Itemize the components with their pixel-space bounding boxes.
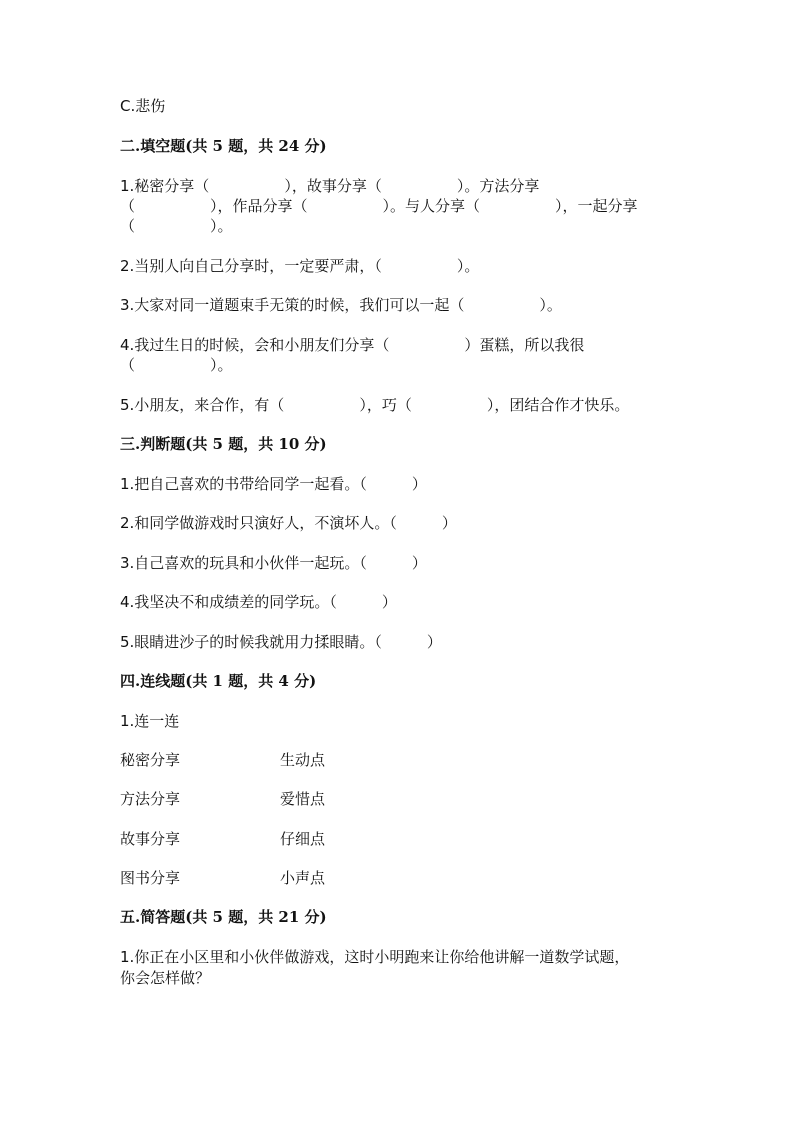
match-left-item: 秘密分享	[120, 751, 181, 769]
short-answer-question-1-line-2: 你会怎样做？	[120, 969, 211, 987]
fill-question-4-line-1: 4.我过生日的时候，会和小朋友们分享（ ）蛋糕，所以我很	[120, 336, 585, 354]
short-answer-question-1-line-1: 1.你正在小区里和小伙伴做游戏，这时小明跑来让你给他讲解一道数学试题，	[120, 948, 630, 966]
match-right-item: 爱惜点	[280, 790, 326, 808]
section-3-heading: 三.判断题(共 5 题，共 10 分)	[120, 435, 327, 453]
match-right-item: 小声点	[280, 869, 326, 887]
fill-question-4-line-2: （ ）。	[120, 356, 233, 374]
match-left-item: 故事分享	[120, 830, 181, 848]
fill-question-1-line-1: 1.秘密分享（ ），故事分享（ ）。方法分享	[120, 177, 540, 195]
judge-question-5: 5.眼睛进沙子的时候我就用力揉眼睛。（ ）	[120, 633, 442, 651]
match-question-1: 1.连一连	[120, 712, 180, 730]
match-left-item: 方法分享	[120, 790, 181, 808]
match-left-item: 图书分享	[120, 869, 181, 887]
section-4-heading: 四.连线题(共 1 题，共 4 分)	[120, 672, 317, 690]
match-right-item: 仔细点	[280, 830, 326, 848]
section-5-heading: 五.简答题(共 5 题，共 21 分)	[120, 908, 327, 926]
option-c: C.悲伤	[120, 97, 166, 115]
fill-question-5: 5.小朋友，来合作，有（ ），巧（ ），团结合作才快乐。	[120, 396, 630, 414]
judge-question-1: 1.把自己喜欢的书带给同学一起看。（ ）	[120, 475, 427, 493]
judge-question-4: 4.我坚决不和成绩差的同学玩。（ ）	[120, 593, 397, 611]
judge-question-3: 3.自己喜欢的玩具和小伙伴一起玩。（ ）	[120, 554, 427, 572]
fill-question-1-line-2: （ ），作品分享（ ）。与人分享（ ），一起分享	[120, 197, 638, 215]
fill-question-2: 2.当别人向自己分享时，一定要严肃，（ ）。	[120, 257, 480, 275]
fill-question-1-line-3: （ ）。	[120, 217, 233, 235]
judge-question-2: 2.和同学做游戏时只演好人，不演坏人。（ ）	[120, 514, 457, 532]
fill-question-3: 3.大家对同一道题束手无策的时候，我们可以一起（ ）。	[120, 296, 562, 314]
section-2-heading: 二.填空题(共 5 题，共 24 分)	[120, 137, 327, 155]
match-right-item: 生动点	[280, 751, 326, 769]
